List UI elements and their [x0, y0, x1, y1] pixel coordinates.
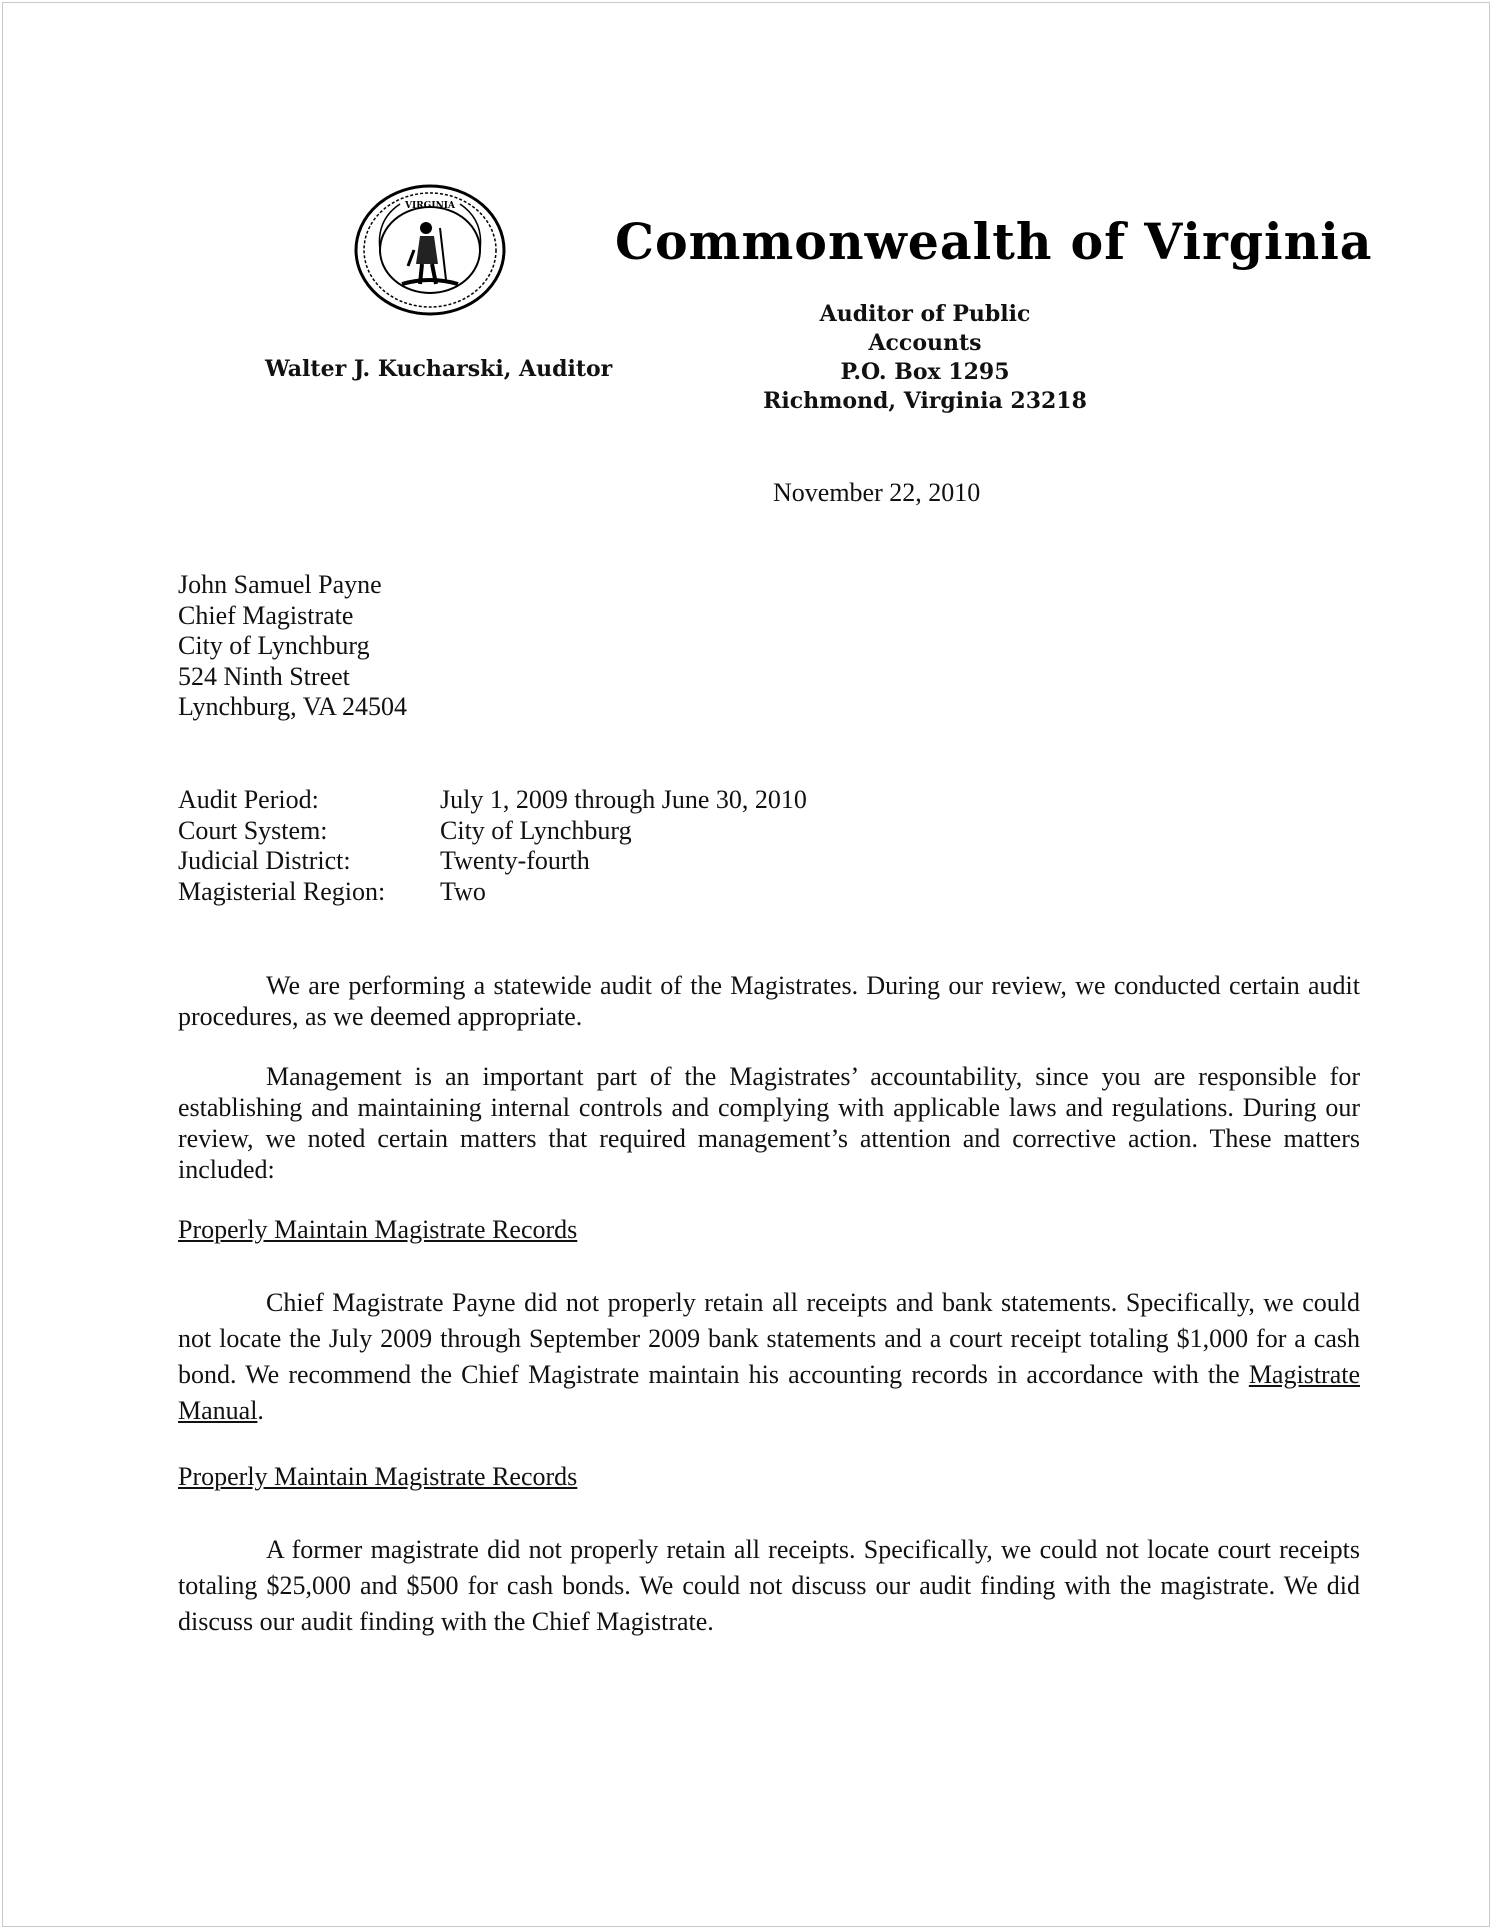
audit-info-label: Magisterial Region:: [178, 876, 386, 906]
audit-info-row: [178, 785, 807, 816]
auditor-name: Walter J. Kucharski, Auditor: [265, 356, 613, 382]
audit-info-value: Twenty-fourth: [440, 846, 590, 875]
body-paragraph-intro: We are performing a statewide audit of the Magistrates. During our review, we conducted certain audit procedures, as we deemed appropriate.: [178, 971, 1360, 1031]
audit-info-label: Judicial District:: [178, 846, 351, 875]
office-address: [760, 300, 1090, 416]
letterhead-title: Commonwealth of Virginia: [615, 212, 1373, 271]
recipient-city: Lynchburg, VA 24504: [178, 692, 407, 721]
office-name: Auditor of Public Accounts: [819, 301, 1031, 356]
audit-info-label: Audit Period:: [178, 785, 319, 814]
audit-info-value: City of Lynchburg: [440, 815, 632, 845]
audit-info-value: Two: [440, 876, 486, 906]
audit-info-row: [178, 816, 807, 847]
finding-heading-1: Properly Maintain Magistrate Records: [178, 1215, 578, 1244]
finding-paragraph-2: A former magistrate did not properly retain all receipts. Specifically, we could not locate court receipts totaling $25,000 and $500 for cash bonds. We could not discuss our audit finding with the magistrate. We did discuss our audit finding with the Chief Magistrate.: [178, 1535, 1360, 1636]
audit-info-value: July 1, 2009 through June 30, 2010: [440, 785, 807, 814]
office-po-box: P.O. Box 1295: [840, 359, 1010, 385]
office-city: Richmond, Virginia 23218: [763, 388, 1087, 414]
body-paragraph-management: Management is an important part of the Magistrates’ accountability, since you are responsible for establishing and maintaining internal controls and complying with applicable laws and regulations. During our review, we noted certain matters that required management’s attention and corrective action. These matters included:: [178, 1062, 1360, 1184]
finding-text-end: .: [257, 1396, 264, 1425]
audit-info-label: Court System:: [178, 815, 328, 845]
finding-paragraph-1: [178, 1285, 1360, 1429]
audit-info-row: [178, 877, 807, 908]
audit-info-row: [178, 846, 807, 877]
recipient-street: 524 Ninth Street: [178, 661, 350, 691]
recipient-address: [178, 570, 407, 723]
audit-info-table: [178, 785, 807, 907]
recipient-org: City of Lynchburg: [178, 631, 370, 660]
magistrate-manual-reference: Magistrate Manual: [178, 1360, 1360, 1425]
letter-date: November 22, 2010: [773, 478, 981, 507]
finding-text: Chief Magistrate Payne did not properly retain all receipts and bank statements. Specifically, we could not locate the July 2009 through September 2009 bank statements and a court receipt totaling $1,000 for a cash bond. We recommend the Chief Magistrate maintain his accounting records in accordance with the: [178, 1288, 1360, 1389]
virginia-state-seal: [350, 180, 510, 320]
recipient-title: Chief Magistrate: [178, 600, 354, 630]
recipient-name: John Samuel Payne: [178, 570, 382, 599]
seal-text: VIRGINIA: [405, 201, 455, 211]
finding-heading-2: Properly Maintain Magistrate Records: [178, 1462, 578, 1491]
